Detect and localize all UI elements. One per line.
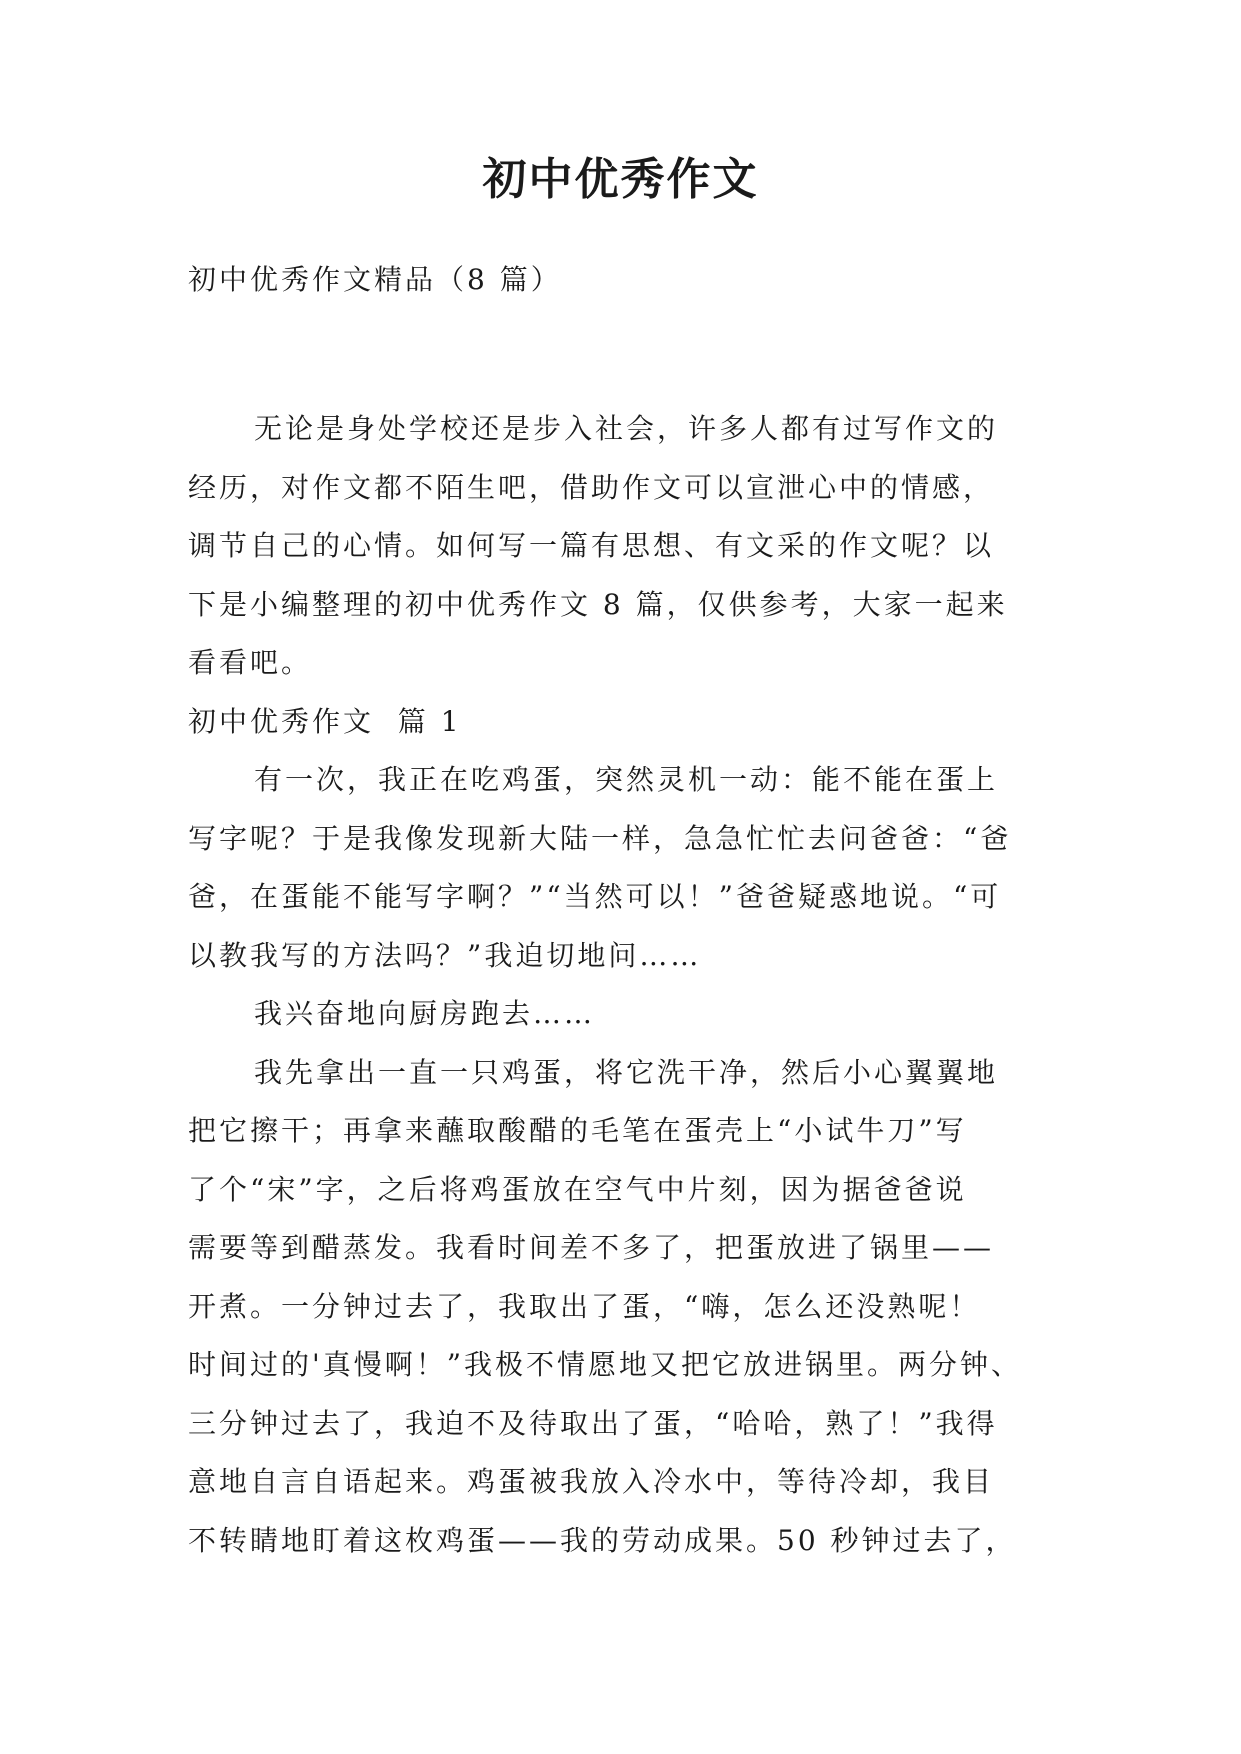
essay-line: 以教我写的方法吗？”我迫切地问……	[188, 938, 702, 972]
intro-line: 调节自己的心情。如何写一篇有思想、有文采的作文呢？以	[188, 529, 995, 562]
essay-line: 不转睛地盯着这枚鸡蛋——我的劳动成果。50 秒钟过去了，	[188, 1523, 1017, 1557]
essay-line: 需要等到醋蒸发。我看时间差不多了，把蛋放进了锅里——	[188, 1231, 995, 1264]
essay-line: 了个“宋”字，之后将鸡蛋放在空气中片刻，因为据爸爸说	[188, 1172, 967, 1206]
intro-line: 下是小编整理的初中优秀作文 8 篇，仅供参考，大家一起来	[188, 587, 1008, 621]
essay-line: 时间过的'真慢啊！”我极不情愿地又把它放进锅里。两分钟、	[188, 1348, 1023, 1381]
essay-line: 三分钟过去了，我迫不及待取出了蛋，“哈哈，熟了！”我得	[188, 1406, 998, 1440]
intro-line: 经历，对作文都不陌生吧，借助作文可以宣泄心中的情感，	[188, 470, 995, 504]
essay-line: 意地自言自语起来。鸡蛋被我放入冷水中，等待冷却，我目	[188, 1465, 995, 1498]
intro-line: 看看吧。	[188, 646, 313, 679]
document-body	[188, 400, 1068, 1570]
intro-line: 无论是身处学校还是步入社会，许多人都有过写作文的	[254, 412, 999, 445]
essay-line: 把它擦干；再拿来蘸取酸醋的毛笔在蛋壳上“小试牛刀”写	[188, 1114, 967, 1147]
essay-line: 开煮。一分钟过去了，我取出了蛋，“嗨，怎么还没熟呢！	[188, 1289, 981, 1323]
essay-line: 我先拿出一直一只鸡蛋，将它洗干净，然后小心翼翼地	[254, 1055, 999, 1089]
document-subtitle: 初中优秀作文精品（8 篇）	[188, 263, 562, 296]
essay-line: 有一次，我正在吃鸡蛋，突然灵机一动：能不能在蛋上	[254, 763, 999, 796]
essay-line: 写字呢？于是我像发现新大陆一样，急急忙忙去问爸爸：“爸	[188, 821, 1012, 855]
document-title: 初中优秀作文	[482, 154, 759, 205]
essay-line: 我兴奋地向厨房跑去……	[254, 997, 596, 1030]
section-heading: 初中优秀作文 篇 1	[188, 704, 462, 738]
essay-line: 爸，在蛋能不能写字啊？”“当然可以！”爸爸疑惑地说。“可	[188, 880, 1002, 913]
